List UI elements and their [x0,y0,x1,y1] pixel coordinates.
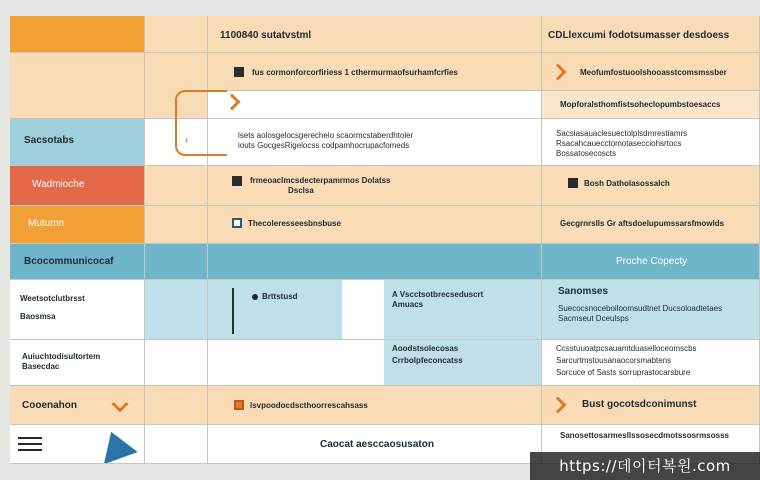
row8-left-label-2: Baosmsa [20,312,56,321]
row5-left-cell[interactable] [10,166,145,206]
row1-main-text: 1100840 sutatvstml [220,30,312,41]
row4-right-line2: Rsacahcauecctomotasecciohsrtocs [556,139,682,148]
chevron-right-icon[interactable] [550,64,567,81]
row8-main-text: Brttstusd [262,292,298,301]
row10-right-text: Bust gocotsdconimunst [582,399,697,410]
row6-right-cell[interactable] [542,206,760,244]
row9-right-cell[interactable] [542,340,760,386]
row8-mid-line2: Amuacs [392,300,424,309]
selection-bracket [175,90,227,156]
checkbox-icon[interactable] [568,178,578,188]
row7-marker-cell [145,244,208,280]
row1-right-text: CDLlexcumi fodotsumasser desdoess [548,30,730,41]
row8-right-line2: Suecocsnoceboiloomsudtnet Ducsoloadtetaes [558,304,723,313]
row8-left-cell[interactable] [10,280,145,340]
row9-left-label-2: Basecdac [22,362,60,371]
row10-left-cell[interactable] [10,386,145,425]
row2-right-cell[interactable] [542,53,760,91]
row5-main-line1: frmeoaclmcsdecterpamrmos Dolatss [250,176,391,185]
row4-left-label: Sacsotabs [24,135,75,146]
row4-right-line1: Sacsiasauaclesuectolplsdmrestiamrs [556,129,688,138]
row4-left-cell[interactable] [10,119,145,166]
row9-left-label-1: Auiuchtodisultortem [22,352,101,361]
row8-mid-line1: A Vscctsotbrecseduscrt [392,290,484,299]
row4-right-cell[interactable] [542,119,760,166]
watermark: https://데이터복원.com [530,452,760,480]
row11-main-cell[interactable] [208,425,542,464]
row9-right-line2: Sarcurtmstousanaocorsmabtens [556,356,672,365]
row8-marker-cell [145,280,208,340]
row8-divider [232,288,234,334]
bullet-icon [252,294,258,300]
row6-right-text: Gecgrnrslls Gr aftsdoelupumssarsfmowlds [560,219,725,228]
checkbox-icon[interactable] [232,176,242,186]
row11-right-text: Sanosettosarmesllssosecdmotssosrmsosss [560,431,729,440]
row10-left-label: Cooenahon [22,400,77,411]
row5-right-cell[interactable] [542,166,760,206]
row7-right-cell[interactable] [542,244,760,280]
row2-main-cell[interactable] [208,53,542,91]
row5-marker-cell [145,166,208,206]
row4-right-line3: Bossatosecoscts [556,149,617,158]
row1-marker-cell [145,16,208,53]
checkbox-icon[interactable] [234,67,244,77]
arrow-icon [94,426,137,464]
row11-marker-cell [145,425,208,464]
row11-main-text: Caocat aesccaosusaton [320,439,434,450]
row10-main-cell[interactable] [208,386,542,425]
row9-marker-cell [145,340,208,386]
row10-right-cell[interactable] [542,386,760,425]
row8-highlight [208,280,342,339]
row9-right-line3: Sorcuce of Sasts sorruprastocarsbure [556,368,691,377]
row8-right-cell[interactable] [542,280,760,340]
row1-left-cell [10,16,145,53]
row4-main-line1: lsets aolosgelocsgerechelo scaormcstaberdhtoler [238,131,414,140]
row5-main-line2: Dsclsa [288,186,314,195]
row6-marker-cell [145,206,208,244]
row9-right-line1: Ccsstuuoatpcsauamtduaselloceomscbs [556,344,697,353]
row8-right-line3: Sacmseut Dceulsps [558,314,629,323]
row11-left-cell[interactable] [10,425,145,464]
row2-left-cell [10,53,145,119]
row1-main-cell[interactable] [208,16,542,53]
checkbox-icon[interactable] [232,218,242,228]
row10-marker-cell [145,386,208,425]
row9-mid-block [384,340,542,385]
row6-left-cell[interactable] [10,206,145,244]
row3-main-cell [208,91,542,119]
caret-icon: ‹ [185,135,189,146]
row8-main-cell[interactable] [208,280,542,340]
row5-left-label: Wadmioche [32,179,85,190]
row9-mid-line2: Crrbolpfeconcatss [392,356,463,365]
row7-right-text: Proche Copecty [616,256,688,267]
row7-main-cell [208,244,542,280]
row8-right-line1: Sanomses [558,286,609,297]
row6-main-text: Thecoleresseesbnsbuse [248,219,341,228]
row2-right-text: Meofumfostuoolshooasstcomsmssber [580,68,727,77]
row5-right-text: Bosh Datholasossalch [584,179,670,188]
row3-right-text: Mopforalsthomfistsoheclopumbstoesaccs [560,100,721,109]
chevron-down-icon[interactable] [112,396,129,413]
row9-main-cell[interactable] [208,340,542,386]
row9-mid-line1: Aoodstsolecosas [392,344,459,353]
checkbox-icon[interactable] [234,400,244,410]
menu-icon[interactable] [18,437,42,451]
row2-main-text: fus cormonforcorfiriess 1 cthermurmaofsurhamfcrfies [252,68,458,77]
row8-left-label-1: Weetsotclutbrsst [20,294,85,303]
row10-main-text: lsvpoodocdscthoorrescahsass [250,401,368,410]
row4-main-line2: iouts GocgesRigelocss codpamhocrupacfomeds [238,141,410,150]
row5-main-cell[interactable] [208,166,542,206]
comparison-table [10,16,760,464]
row9-left-cell[interactable] [10,340,145,386]
row3-right-cell[interactable] [542,91,760,119]
row1-right-cell[interactable] [542,16,760,53]
row4-main-cell[interactable] [208,119,542,166]
row6-left-label: Mutumn [28,218,65,229]
chevron-right-icon[interactable] [550,397,567,414]
row7-left-cell[interactable] [10,244,145,280]
row6-main-cell[interactable] [208,206,542,244]
row7-left-label: Bcocommunicocaf [24,256,114,267]
row8-mid-block [384,280,542,339]
